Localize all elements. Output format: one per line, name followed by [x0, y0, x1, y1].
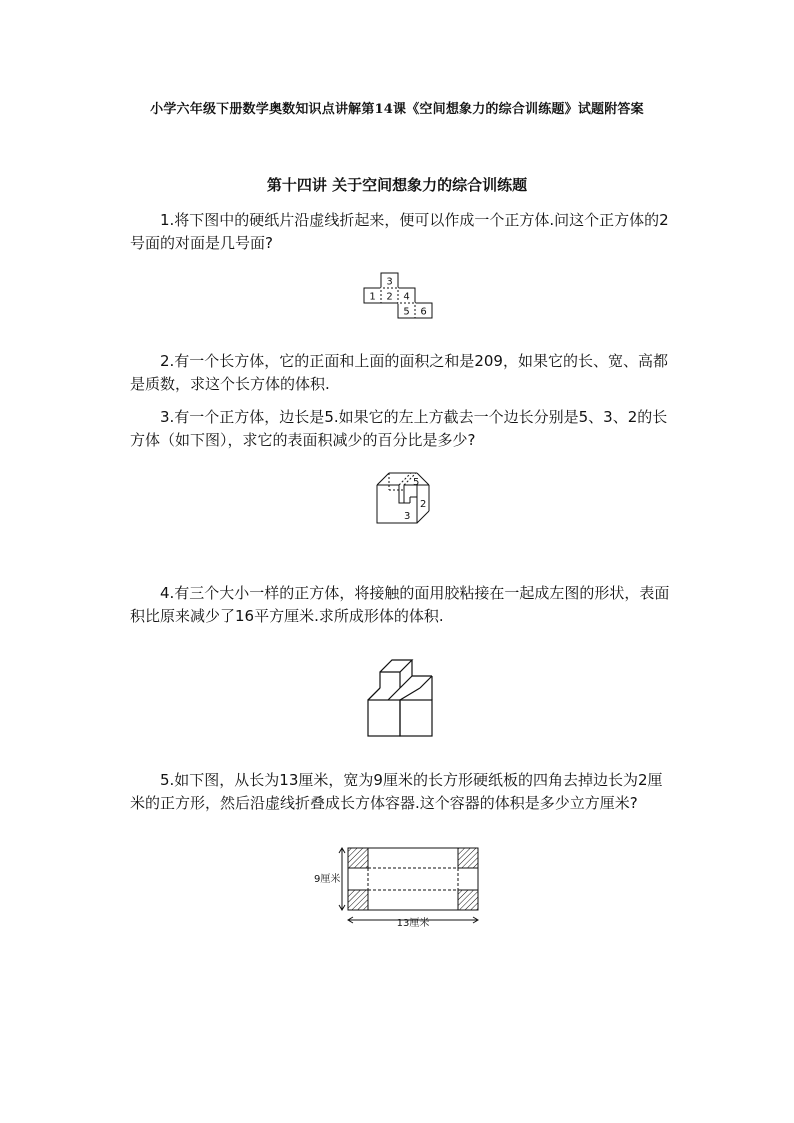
net-face-2: 2 — [386, 291, 393, 303]
net-face-4: 4 — [403, 291, 410, 303]
cut-dim-3: 3 — [404, 511, 411, 522]
net-face-5: 5 — [403, 306, 410, 318]
net-face-1: 1 — [369, 291, 376, 303]
question-5: 5.如下图，从长为13厘米，宽为9厘米的长方形硬纸板的四角去掉边长为2厘米的正方形，然后沿虚线折叠成长方体容器.这个容器的体积是多少立方厘米? — [130, 771, 663, 812]
question-4: 4.有三个大小一样的正方体，将接触的面用胶粘接在一起成左图的形状，表面积比原来减少了16平方厘米.求所成形体的体积. — [130, 584, 670, 625]
cut-dim-2: 2 — [420, 499, 427, 510]
question-1: 1.将下图中的硬纸片沿虚线折起来，便可以作成一个正方体.问这个正方体的2号面的对面是几号面? — [130, 211, 669, 252]
length-label: 13厘米 — [396, 918, 430, 928]
lecture-title: 第十四讲 关于空间想象力的综合训练题 — [266, 176, 528, 194]
three-cubes-figure — [362, 656, 438, 740]
cube-net-figure — [362, 270, 434, 322]
width-label: 9厘米 — [314, 874, 341, 885]
cut-dim-5: 5 — [413, 477, 420, 488]
document-header: 小学六年级下册数学奥数知识点讲解第14课《空间想象力的综合训练题》试题附答案 — [150, 102, 644, 117]
question-2: 2.有一个长方体，它的正面和上面的面积之和是209，如果它的长、宽、高都是质数，求这个长方体的体积. — [130, 352, 668, 393]
net-face-6: 6 — [420, 306, 427, 318]
net-face-3: 3 — [386, 276, 393, 288]
cardboard-figure — [312, 842, 488, 928]
cut-cube-figure — [372, 468, 436, 528]
question-3: 3.有一个正方体，边长是5.如果它的左上方截去一个边长分别是5、3、2的长方体（如下图），求它的表面积减少的百分比是多少? — [130, 408, 668, 449]
